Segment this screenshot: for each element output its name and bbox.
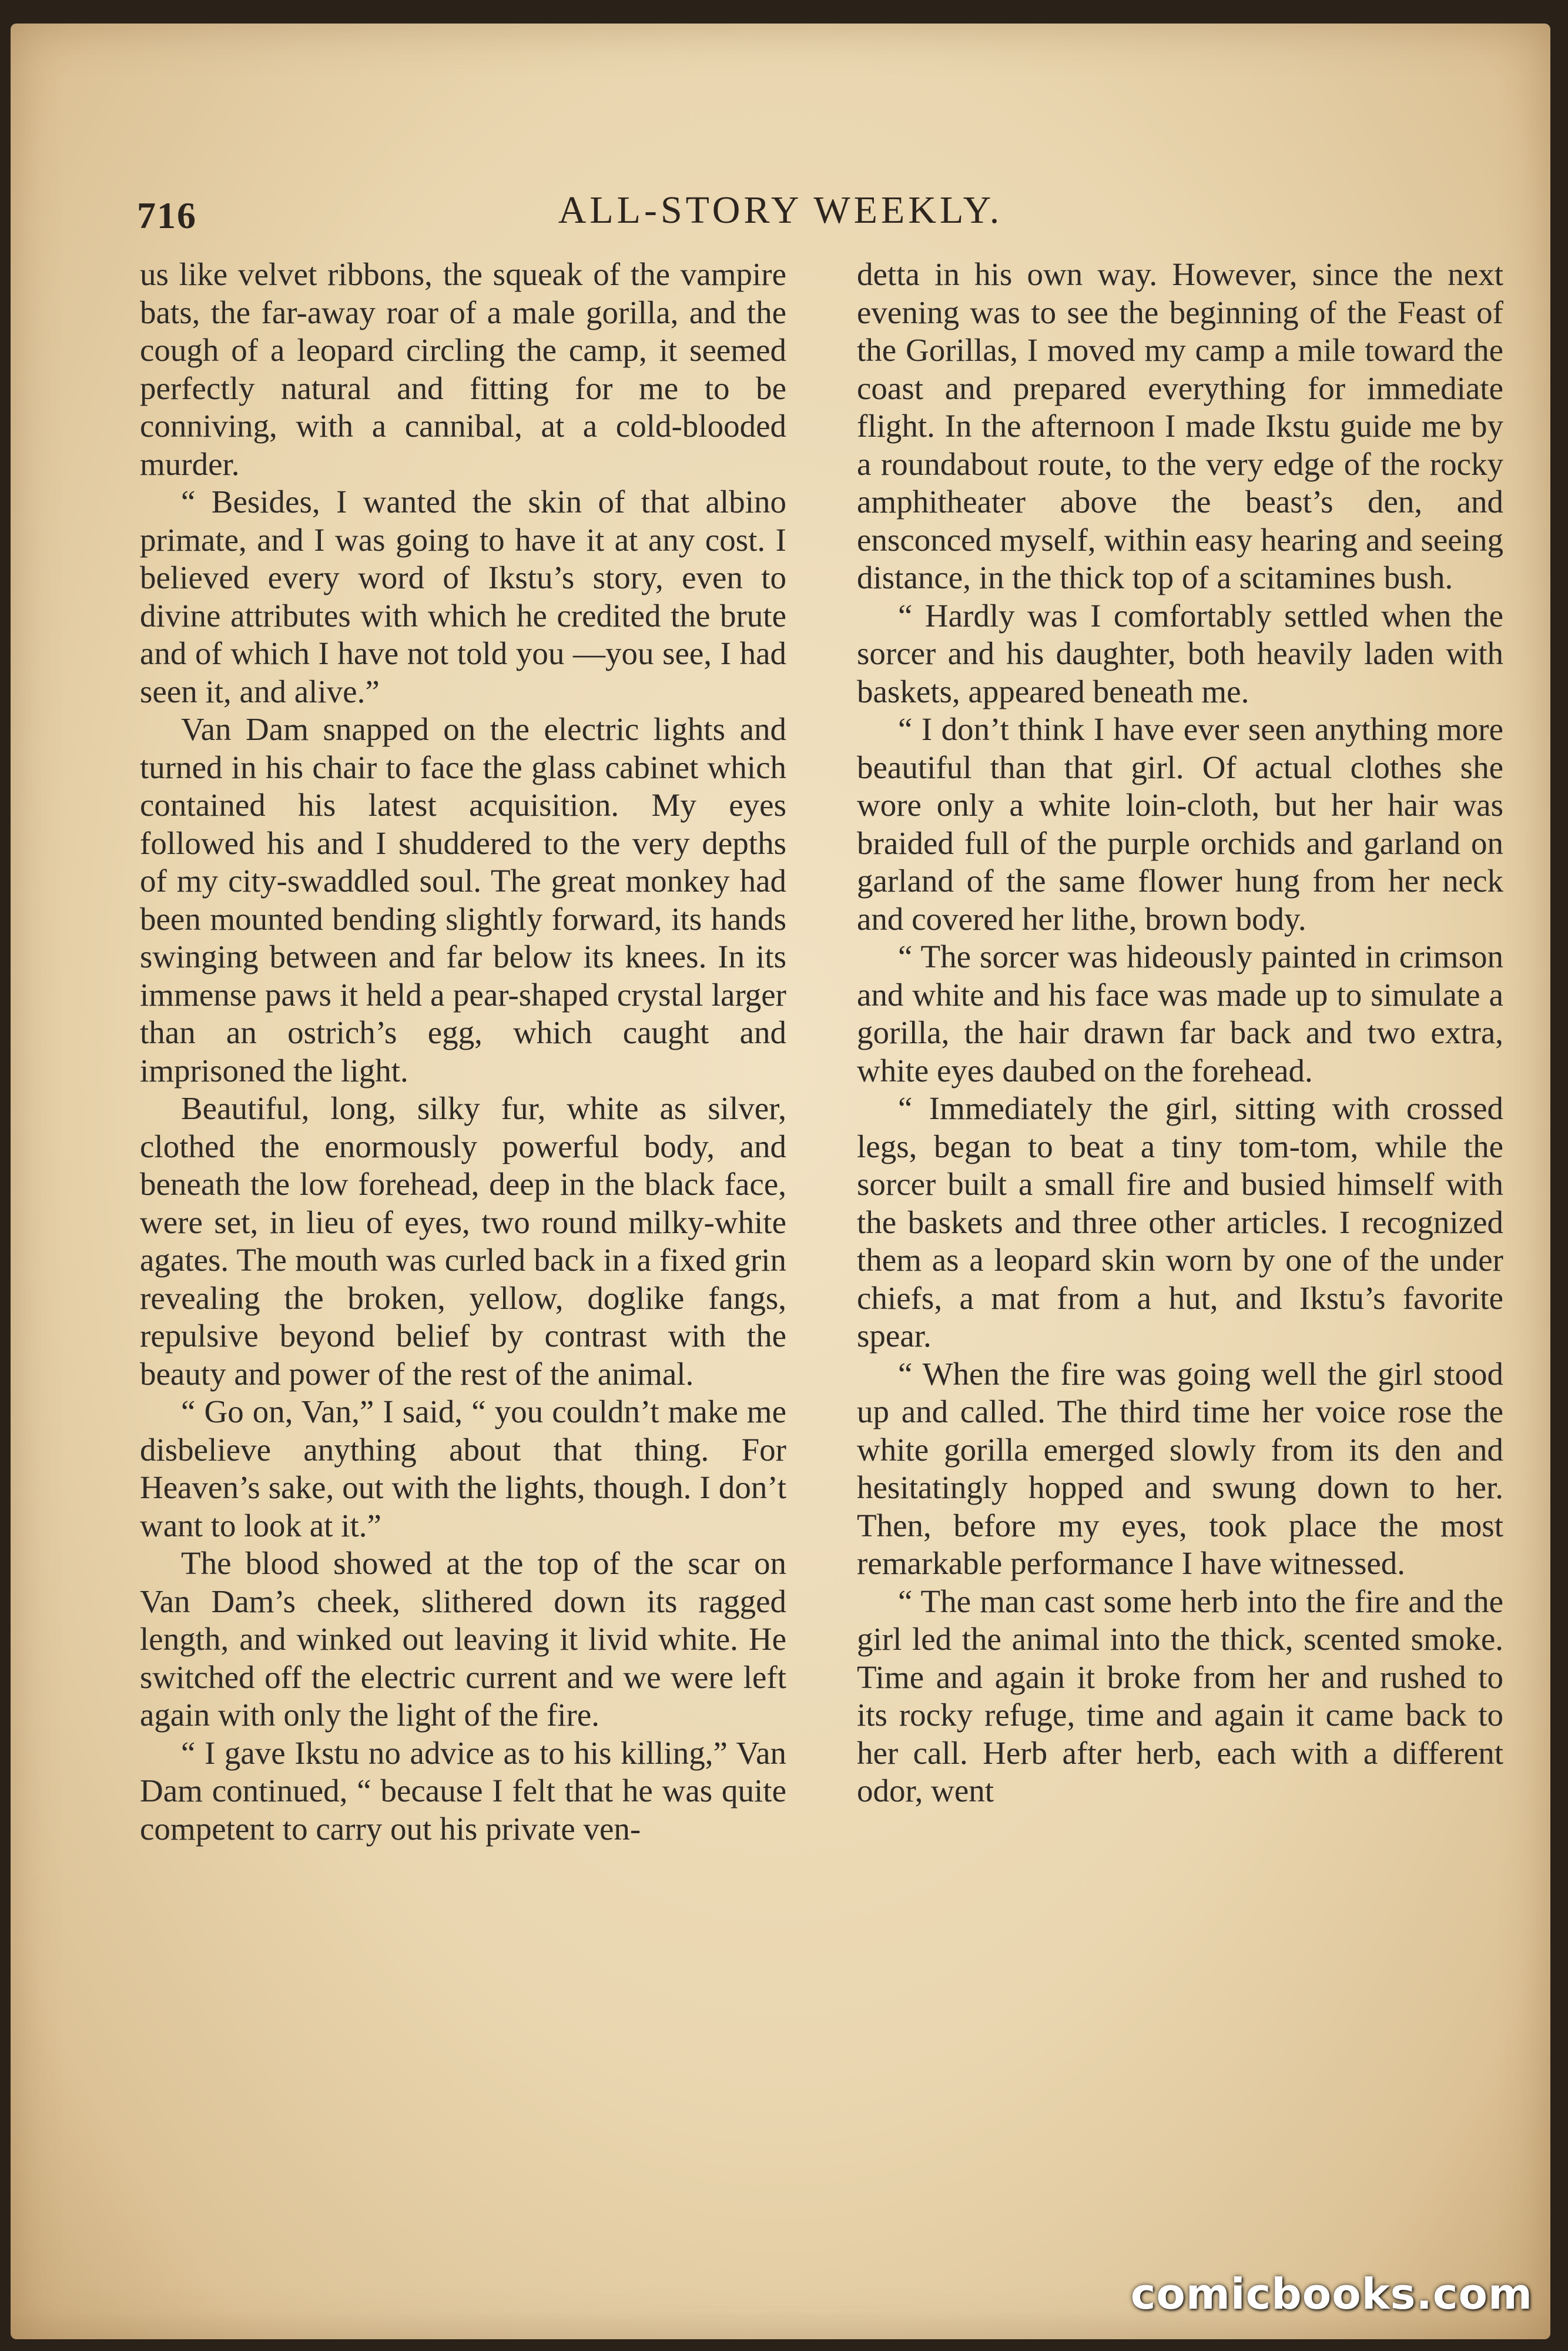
paragraph: “ I gave Ikstu no advice as to his killing,” Van Dam continued, “ because I felt that he was quite competent to carry out his private ven- (140, 1734, 786, 1847)
page-number: 716 (137, 195, 197, 236)
paragraph: The blood showed at the top of the scar on Van Dam’s cheek, slithered down its ragged length, and winked out leaving it livid white. He switched off the electric current and we were left again with only the light of the fire. (140, 1545, 786, 1733)
paragraph: “ The sorcer was hideously painted in crimson and white and his face was made up to simulate a gorilla, the hair drawn far back and two extra, white eyes daubed on the forehead. (857, 939, 1503, 1089)
text-columns (140, 256, 1503, 1848)
running-title: ALL-STORY WEEKLY. (558, 189, 1003, 232)
paragraph: “ The man cast some herb into the fire and the girl led the animal into the thick, scented smoke. Time and again it broke from her and rushed to its rocky refuge, time and again it came back to her call. Herb after herb, each with a different odor, went (857, 1583, 1503, 1809)
paragraph: Van Dam snapped on the electric lights and turned in his chair to face the glass cabinet which contained his latest acquisition. My eyes followed his and I shuddered to the very depths of my city-swaddled soul. The great monkey had been mounted bending slightly forward, its hands swinging between and far below its knees. In its immense paws it held a pear-shaped crystal larger than an ostrich’s egg, which caught and imprisoned the light. (140, 711, 786, 1089)
watermark: comicbooks.com (1130, 2269, 1533, 2319)
paragraph: us like velvet ribbons, the squeak of the vampire bats, the far-away roar of a male gorilla, and the cough of a leopard circling the camp, it seemed perfectly natural and fitting for me to be conniving, with a cannibal, at a cold-blooded murder. (140, 256, 786, 482)
right-column (857, 256, 1503, 1848)
paragraph: “ Go on, Van,” I said, “ you couldn’t make me disbelieve anything about that thing. For Heaven’s sake, out with the lights, though. I don’t want to look at it.” (140, 1394, 786, 1543)
paragraph: “ Besides, I wanted the skin of that albino primate, and I was going to have it at any cost. I believed every word of Ikstu’s story, even to divine attributes with which he credited the brute and of which I have not told you —you see, I had seen it, and alive.” (140, 484, 786, 709)
paragraph: “ I don’t think I have ever seen anything more beautiful than that girl. Of actual clothes she wore only a white loin-cloth, but her hair was braided full of the purple orchids and garland on garland of the same flower hung from her neck and covered her lithe, brown body. (857, 711, 1503, 937)
paragraph: detta in his own way. However, since the next evening was to see the beginning of the Feast of the Gorillas, I moved my camp a mile toward the coast and prepared everything for immediate flight. In the afternoon I made Ikstu guide me by a roundabout route, to the very edge of the rocky amphitheater above the beast’s den, and ensconced myself, within easy hearing and seeing distance, in the thick top of a scitamines bush. (857, 256, 1503, 595)
paragraph: “ When the fire was going well the girl stood up and called. The third time her voice rose the white gorilla emerged slowly from its den and hesitatingly hopped and swung down to her. Then, before my eyes, took place the most remarkable performance I have witnessed. (857, 1355, 1503, 1581)
page-header (11, 165, 1550, 235)
paragraph: Beautiful, long, silky fur, white as silver, clothed the enormously powerful body, and beneath the low forehead, deep in the black face, were set, in lieu of eyes, two round milky-white agates. The mouth was curled back in a fixed grin revealing the broken, yellow, doglike fangs, repulsive beyond belief by contrast with the beauty and power of the rest of the animal. (140, 1090, 786, 1392)
left-column (140, 256, 786, 1848)
paragraph: “ Hardly was I comfortably settled when the sorcer and his daughter, both heavily laden with baskets, appeared beneath me. (857, 597, 1503, 709)
paragraph: “ Immediately the girl, sitting with crossed legs, began to beat a tiny tom-tom, while the sorcer built a small fire and busied himself with the baskets and three other articles. I recognized them as a leopard skin worn by one of the under chiefs, a mat from a hut, and Ikstu’s favorite spear. (857, 1090, 1503, 1354)
magazine-page (11, 24, 1550, 2339)
